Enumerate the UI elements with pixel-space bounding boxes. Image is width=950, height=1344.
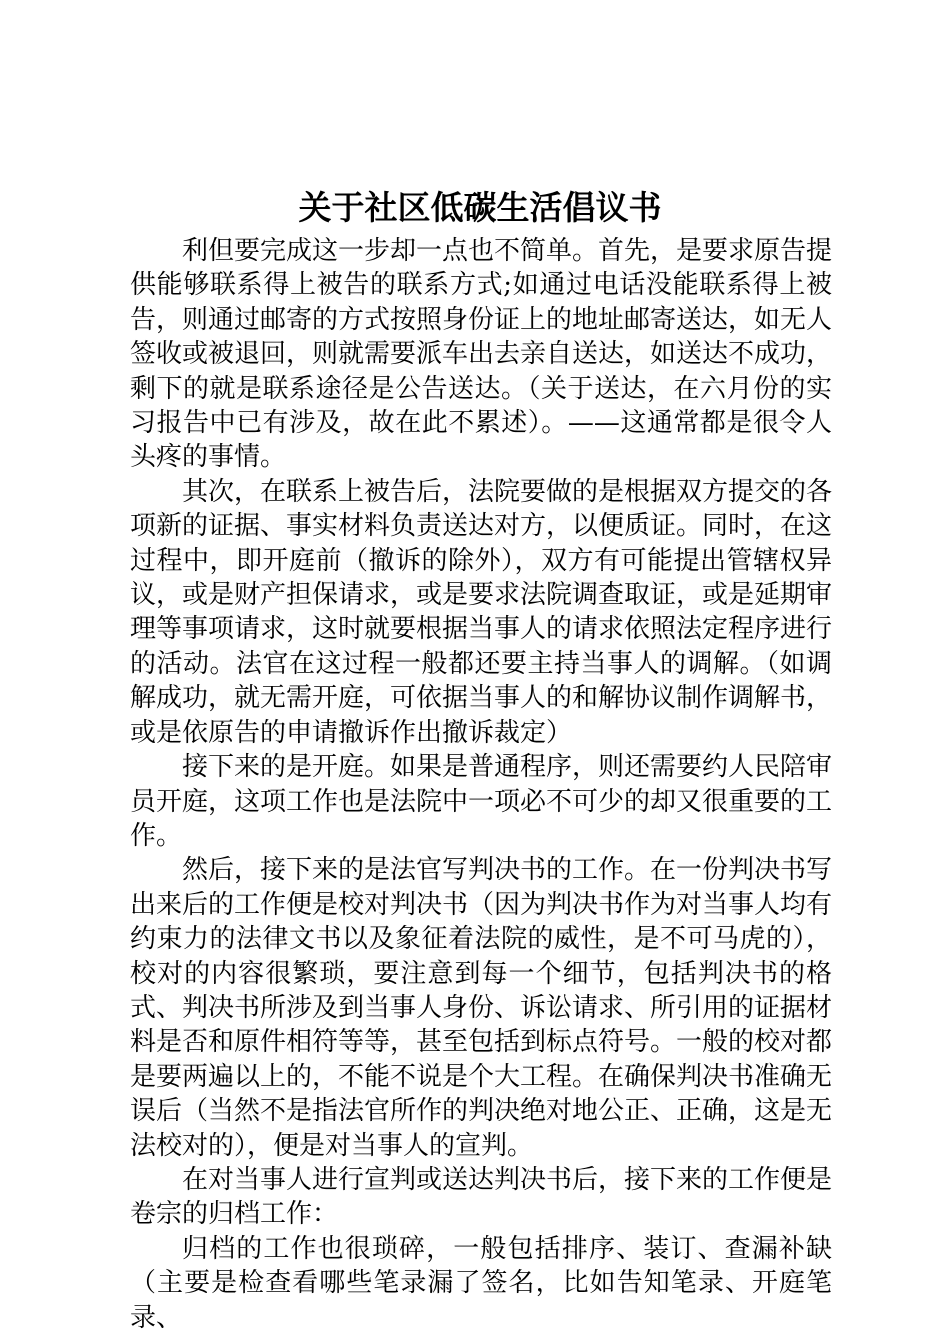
paragraph-4: 然后，接下来的是法官写判决书的工作。在一份判决书写出来后的工作便是校对判决书（因为判决书作为对当事人均有约束力的法律文书以及象征着法院的威性，是不可马虎的），校对的内容很繁琐，要注意到每一个细节，包括判决书的格式、判决书所涉及到当事人身份、诉讼请求、所引用的证据材料是否和原件相符等等，甚至包括到标点符号。一般的校对都是要两遍以上的，不能不说是个大工程。在确保判决书准确无误后（当然不是指法官所作的判决绝对地公正、正确，这是无法校对的），便是对当事人的宣判。 xyxy=(130,855,833,1161)
paragraph-3: 接下来的是开庭。如果是普通程序，则还需要约人民陪审员开庭，这项工作也是法院中一项必不可少的却又很重要的工作。 xyxy=(130,752,833,851)
document-body xyxy=(130,234,832,1335)
paragraph-1: 利但要完成这一步却一点也不简单。首先，是要求原告提供能够联系得上被告的联系方式;如通过电话没能联系得上被告，则通过邮寄的方式按照身份证上的地址邮寄送达，如无人签收或被退回，则就需要派车出去亲自送达，如送达不成功，剩下的就是联系途径是公告送达。（关于送达，在六月份的实习报告中已有涉及，故在此不累述）。——这通常都是很令人头疼的事情。 xyxy=(130,236,833,473)
document-title: 关于社区低碳生活倡议书 xyxy=(298,188,662,227)
paragraph-6: 归档的工作也很琐碎，一般包括排序、装订、查漏补缺（主要是检查看哪些笔录漏了签名，比如告知笔录、开庭笔录、 xyxy=(130,1233,832,1333)
paragraph-2: 其次，在联系上被告后，法院要做的是根据双方提交的各项新的证据、事实材料负责送达对方，以便质证。同时，在这过程中，即开庭前（撤诉的除外），双方有可能提出管辖权异议，或是财产担保请求，或是要求法院调查取证，或是延期审理等事项请求，这时就要根据当事人的请求依照法定程序进行的活动。法官在这过程一般都还要主持当事人的调解。（如调解成功，就无需开庭，可依据当事人的和解协议制作调解书，或是依原告的申请撤诉作出撤诉裁定） xyxy=(130,476,833,748)
paragraph-5: 在对当事人进行宣判或送达判决书后，接下来的工作便是卷宗的归档工作： xyxy=(130,1164,833,1230)
